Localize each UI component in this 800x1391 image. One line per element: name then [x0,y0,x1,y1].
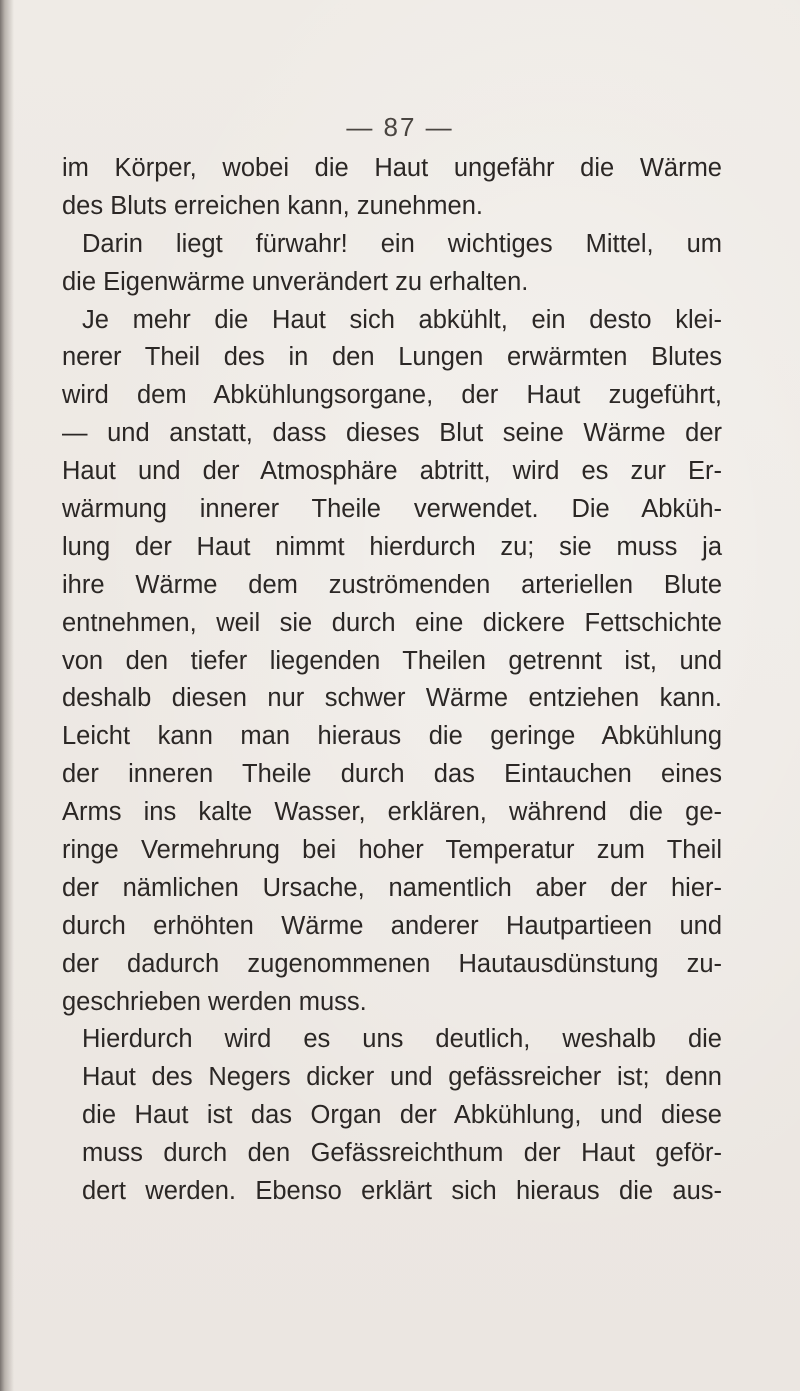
page-number: — 87 — [346,112,454,142]
text-line: wird dem Abkühlungsorgane, der Haut zugeführt, [62,381,722,410]
text-line: geschrieben werden muss. [62,987,367,1016]
text-line: der inneren Theile durch das Eintauchen eines [62,760,722,789]
body-text [62,150,722,1211]
text-line: muss durch den Gefässreichthum der Haut geför- [82,1139,722,1168]
text-line: lung der Haut nimmt hierdurch zu; sie muss ja [62,532,722,561]
text-line: im Körper, wobei die Haut ungefähr die Wärme [62,154,722,182]
text-line: Leicht kann man hieraus die geringe Abkühlung [62,722,722,751]
text-line: nerer Theil des in den Lungen erwärmten Blutes [62,343,722,372]
text-line: ihre Wärme dem zuströmenden arteriellen Blute [62,570,722,599]
text-line: deshalb diesen nur schwer Wärme entziehen kann. [62,684,722,713]
text-line: Haut und der Atmosphäre abtritt, wird es zur Er- [62,457,722,486]
text-line: Haut des Negers dicker und gefässreicher ist; denn [82,1063,722,1092]
text-line: — und anstatt, dass dieses Blut seine Wärme der [62,419,722,448]
text-line: ringe Vermehrung bei hoher Temperatur zum Theil [62,836,722,865]
text-line: entnehmen, weil sie durch eine dickere Fettschichte [62,608,722,637]
text-line: der dadurch zugenommenen Hautausdünstung zu- [62,949,722,978]
text-line: dert werden. Ebenso erklärt sich hieraus die aus- [82,1177,722,1206]
text-line: die Haut ist das Organ der Abkühlung, und diese [82,1101,722,1130]
text-line: des Bluts erreichen kann, zunehmen. [62,191,483,220]
binding-shadow [0,0,14,1391]
text-line: der nämlichen Ursache, namentlich aber der hier- [62,873,722,902]
text-line: von den tiefer liegenden Theilen getrennt ist, und [62,646,722,675]
text-line: Arms ins kalte Wasser, erklären, während die ge- [62,798,722,827]
text-line: die Eigenwärme unverändert zu erhalten. [62,267,529,296]
text-line: wärmung innerer Theile verwendet. Die Abküh- [62,495,722,524]
text-line: Darin liegt fürwahr! ein wichtiges Mittel, um [82,229,722,258]
text-line: Hierdurch wird es uns deutlich, weshalb die [82,1025,722,1054]
text-line: durch erhöhten Wärme anderer Hautpartieen und [62,911,722,940]
text-line: Je mehr die Haut sich abkühlt, ein desto klei- [82,305,722,334]
